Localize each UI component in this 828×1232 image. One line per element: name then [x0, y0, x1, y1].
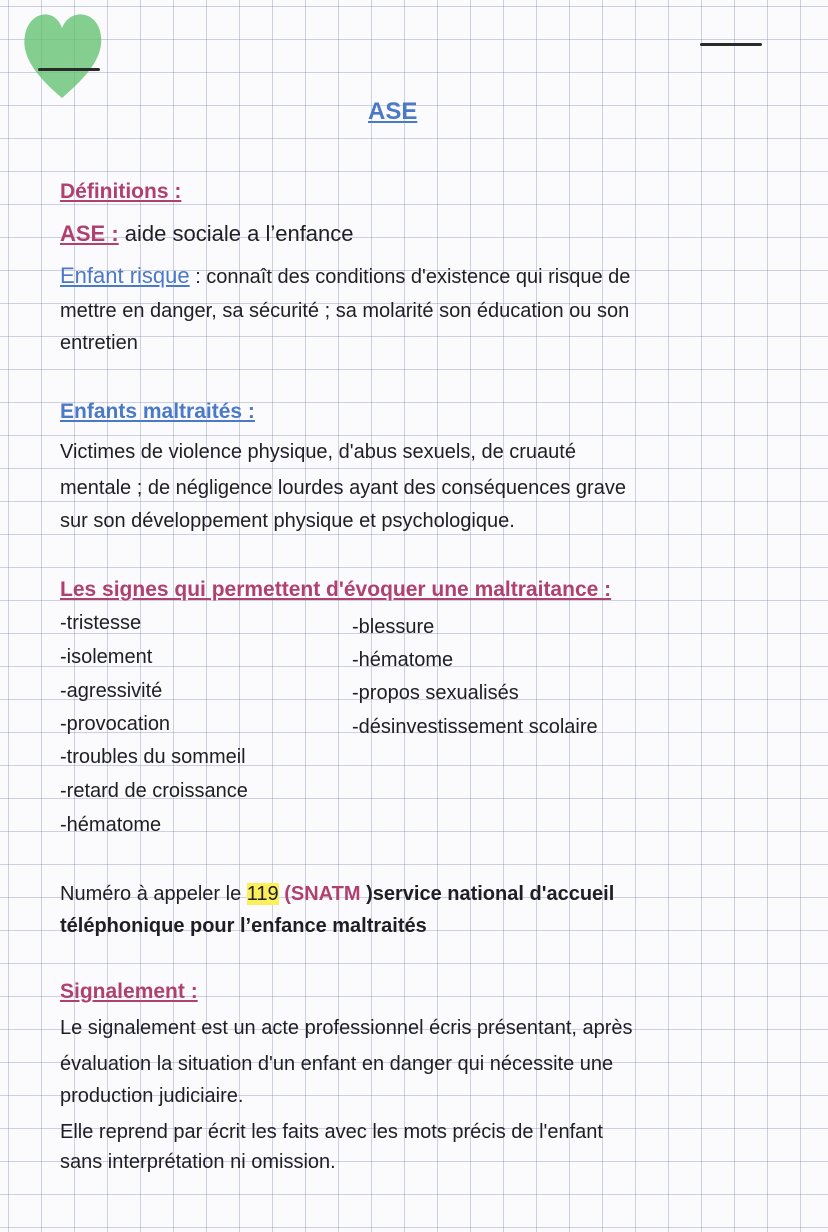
sign-left-1: -tristesse — [60, 612, 142, 634]
report-heading: Signalement : — [60, 980, 198, 1003]
risk-text-1: : connaît des conditions d'existence qui risque de — [189, 266, 631, 288]
margin-dash-right — [700, 43, 762, 46]
ase-text: aide sociale a l’enfance — [118, 221, 354, 246]
risk-definition-line-1 — [60, 260, 630, 293]
phone-rest: )service national d'accueil — [360, 883, 615, 905]
definitions-heading: Définitions : — [60, 180, 182, 203]
phone-line-1 — [60, 878, 614, 910]
maltreated-line-1: Victimes de violence physique, d'abus sexuels, de cruauté — [60, 441, 576, 463]
ase-definition — [60, 218, 354, 250]
report-line-5: sans interprétation ni omission. — [60, 1151, 336, 1173]
maltreated-line-2: mentale ; de négligence lourdes ayant des conséquences grave — [60, 477, 626, 499]
sign-left-3: -agressivité — [60, 680, 163, 702]
ase-term: ASE : — [60, 221, 119, 246]
signs-heading: Les signes qui permettent d'évoquer une maltraitance : — [60, 578, 612, 601]
sign-left-4: -provocation — [60, 713, 171, 735]
report-line-1: Le signalement est un acte professionnel écris présentant, après — [60, 1017, 633, 1039]
phone-prefix: Numéro à appeler le — [60, 883, 247, 905]
sign-right-1: -blessure — [352, 616, 435, 638]
sign-right-4: -désinvestissement scolaire — [352, 716, 598, 738]
margin-dash-left — [38, 68, 100, 71]
heart-sticker-icon — [20, 6, 105, 101]
phone-acronym: (SNATM — [278, 883, 361, 905]
sign-right-3: -propos sexualisés — [352, 682, 519, 704]
page-title: ASE — [368, 98, 418, 125]
report-line-3: production judiciaire. — [60, 1085, 244, 1107]
report-line-4: Elle reprend par écrit les faits avec les mots précis de l'enfant — [60, 1121, 603, 1143]
sign-right-2: -hématome — [352, 649, 454, 671]
phone-number: 119 — [246, 883, 279, 905]
sign-left-2: -isolement — [60, 646, 153, 668]
sign-left-5: -troubles du sommeil — [60, 746, 246, 768]
report-line-2: évaluation la situation d'un enfant en danger qui nécessite une — [60, 1053, 614, 1075]
risk-definition-line-2: mettre en danger, sa sécurité ; sa molarité son éducation ou son — [60, 300, 630, 322]
risk-term: Enfant risque — [60, 263, 190, 288]
maltreated-line-3: sur son développement physique et psychologique. — [60, 510, 515, 532]
maltreated-heading: Enfants maltraités : — [60, 400, 255, 423]
risk-definition-line-3: entretien — [60, 332, 138, 354]
sign-left-7: -hématome — [60, 814, 162, 836]
sign-left-6: -retard de croissance — [60, 780, 248, 802]
phone-line-2: téléphonique pour l’enfance maltraités — [60, 915, 427, 937]
